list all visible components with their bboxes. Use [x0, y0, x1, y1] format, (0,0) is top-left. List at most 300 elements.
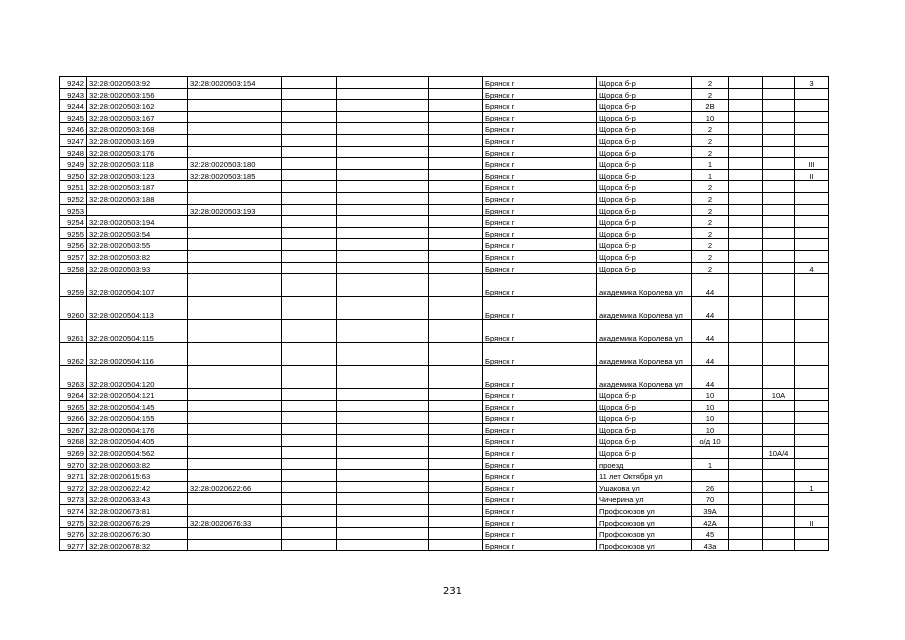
house-number-cell: 70	[692, 493, 729, 505]
empty-cell	[429, 435, 483, 447]
row-id-cell: 9269	[60, 447, 87, 459]
empty-cell	[282, 250, 337, 262]
empty-cell	[337, 470, 429, 482]
city-cell: Брянск г	[483, 458, 597, 470]
unit-number-cell	[795, 181, 829, 193]
linked-cadastral-number-cell	[188, 250, 282, 262]
cadastral-number-cell: 32:28:0020603:82	[87, 458, 188, 470]
empty-cell	[282, 470, 337, 482]
empty-cell	[337, 400, 429, 412]
empty-cell	[282, 481, 337, 493]
street-cell: Щорса б-р	[597, 447, 692, 459]
street-cell: Профсоюзов ул	[597, 539, 692, 551]
building-number-cell	[763, 458, 795, 470]
empty-cell	[729, 77, 763, 89]
unit-number-cell: II	[795, 169, 829, 181]
row-id-cell: 9264	[60, 389, 87, 401]
empty-cell	[429, 539, 483, 551]
building-number-cell	[763, 204, 795, 216]
cadastral-number-cell: 32:28:0020678:32	[87, 539, 188, 551]
empty-cell	[337, 100, 429, 112]
unit-number-cell	[795, 366, 829, 389]
empty-cell	[282, 181, 337, 193]
unit-number-cell	[795, 505, 829, 517]
city-cell: Брянск г	[483, 100, 597, 112]
cadastral-number-cell: 32:28:0020673:81	[87, 505, 188, 517]
table-row	[60, 192, 829, 204]
city-cell: Брянск г	[483, 297, 597, 320]
row-id-cell: 9277	[60, 539, 87, 551]
street-cell: Щорса б-р	[597, 100, 692, 112]
empty-cell	[429, 366, 483, 389]
table-row	[60, 343, 829, 366]
house-number-cell: 42А	[692, 516, 729, 528]
empty-cell	[282, 146, 337, 158]
linked-cadastral-number-cell	[188, 100, 282, 112]
cadastral-number-cell: 32:28:0020503:55	[87, 239, 188, 251]
linked-cadastral-number-cell	[188, 181, 282, 193]
table-row	[60, 458, 829, 470]
empty-cell	[282, 123, 337, 135]
building-number-cell	[763, 192, 795, 204]
empty-cell	[729, 400, 763, 412]
street-cell: Профсоюзов ул	[597, 528, 692, 540]
building-number-cell	[763, 227, 795, 239]
cadastral-number-cell: 32:28:0020676:29	[87, 516, 188, 528]
street-cell: Щорса б-р	[597, 262, 692, 274]
empty-cell	[282, 158, 337, 170]
empty-cell	[337, 250, 429, 262]
building-number-cell	[763, 320, 795, 343]
cadastral-number-cell: 32:28:0020503:93	[87, 262, 188, 274]
cadastral-number-cell: 32:28:0020504:113	[87, 297, 188, 320]
table-row	[60, 123, 829, 135]
row-id-cell: 9248	[60, 146, 87, 158]
street-cell: Ушакова ул	[597, 481, 692, 493]
cadastral-number-cell: 32:28:0020503:167	[87, 111, 188, 123]
empty-cell	[729, 169, 763, 181]
city-cell: Брянск г	[483, 181, 597, 193]
table-row	[60, 227, 829, 239]
unit-number-cell	[795, 274, 829, 297]
street-cell: 11 лет Октября ул	[597, 470, 692, 482]
table-row	[60, 423, 829, 435]
unit-number-cell	[795, 435, 829, 447]
city-cell: Брянск г	[483, 389, 597, 401]
empty-cell	[429, 250, 483, 262]
unit-number-cell	[795, 400, 829, 412]
empty-cell	[429, 516, 483, 528]
empty-cell	[337, 146, 429, 158]
empty-cell	[282, 169, 337, 181]
empty-cell	[429, 389, 483, 401]
empty-cell	[282, 400, 337, 412]
city-cell: Брянск г	[483, 470, 597, 482]
empty-cell	[729, 250, 763, 262]
cadastral-number-cell: 32:28:0020503:54	[87, 227, 188, 239]
linked-cadastral-number-cell	[188, 447, 282, 459]
empty-cell	[429, 192, 483, 204]
city-cell: Брянск г	[483, 435, 597, 447]
row-id-cell: 9253	[60, 204, 87, 216]
empty-cell	[429, 100, 483, 112]
table-row	[60, 505, 829, 517]
building-number-cell	[763, 181, 795, 193]
building-number-cell	[763, 505, 795, 517]
house-number-cell: 2	[692, 88, 729, 100]
empty-cell	[337, 505, 429, 517]
street-cell: академика Королева ул	[597, 320, 692, 343]
building-number-cell	[763, 423, 795, 435]
empty-cell	[337, 343, 429, 366]
cadastral-number-cell: 32:28:0020615:63	[87, 470, 188, 482]
unit-number-cell	[795, 389, 829, 401]
unit-number-cell	[795, 412, 829, 424]
empty-cell	[337, 389, 429, 401]
street-cell: Щорса б-р	[597, 389, 692, 401]
house-number-cell: 44	[692, 274, 729, 297]
street-cell: Щорса б-р	[597, 146, 692, 158]
building-number-cell	[763, 400, 795, 412]
unit-number-cell	[795, 239, 829, 251]
empty-cell	[337, 320, 429, 343]
empty-cell	[729, 111, 763, 123]
unit-number-cell: 4	[795, 262, 829, 274]
street-cell: академика Королева ул	[597, 366, 692, 389]
linked-cadastral-number-cell	[188, 389, 282, 401]
empty-cell	[337, 481, 429, 493]
cadastral-number-cell: 32:28:0020503:156	[87, 88, 188, 100]
empty-cell	[729, 158, 763, 170]
empty-cell	[429, 528, 483, 540]
row-id-cell: 9266	[60, 412, 87, 424]
unit-number-cell	[795, 216, 829, 228]
street-cell: Профсоюзов ул	[597, 516, 692, 528]
empty-cell	[429, 470, 483, 482]
unit-number-cell	[795, 343, 829, 366]
empty-cell	[282, 539, 337, 551]
empty-cell	[282, 227, 337, 239]
cadastral-number-cell: 32:28:0020504:120	[87, 366, 188, 389]
empty-cell	[337, 88, 429, 100]
table-row	[60, 539, 829, 551]
empty-cell	[429, 216, 483, 228]
street-cell: Щорса б-р	[597, 216, 692, 228]
empty-cell	[282, 262, 337, 274]
linked-cadastral-number-cell	[188, 423, 282, 435]
row-id-cell: 9261	[60, 320, 87, 343]
table-row	[60, 250, 829, 262]
city-cell: Брянск г	[483, 123, 597, 135]
table-row	[60, 216, 829, 228]
empty-cell	[282, 204, 337, 216]
empty-cell	[282, 366, 337, 389]
table-row	[60, 274, 829, 297]
building-number-cell	[763, 100, 795, 112]
cadastral-number-cell: 32:28:0020504:155	[87, 412, 188, 424]
empty-cell	[429, 481, 483, 493]
row-id-cell: 9251	[60, 181, 87, 193]
cadastral-number-cell: 32:28:0020503:123	[87, 169, 188, 181]
empty-cell	[729, 516, 763, 528]
unit-number-cell: 3	[795, 77, 829, 89]
city-cell: Брянск г	[483, 158, 597, 170]
table-row	[60, 470, 829, 482]
unit-number-cell	[795, 539, 829, 551]
street-cell: Щорса б-р	[597, 204, 692, 216]
empty-cell	[337, 528, 429, 540]
building-number-cell	[763, 297, 795, 320]
building-number-cell	[763, 366, 795, 389]
empty-cell	[337, 447, 429, 459]
empty-cell	[282, 111, 337, 123]
building-number-cell	[763, 158, 795, 170]
unit-number-cell: III	[795, 158, 829, 170]
empty-cell	[429, 505, 483, 517]
linked-cadastral-number-cell	[188, 134, 282, 146]
empty-cell	[729, 100, 763, 112]
empty-cell	[282, 458, 337, 470]
row-id-cell: 9244	[60, 100, 87, 112]
city-cell: Брянск г	[483, 320, 597, 343]
building-number-cell	[763, 250, 795, 262]
unit-number-cell	[795, 447, 829, 459]
row-id-cell: 9263	[60, 366, 87, 389]
empty-cell	[729, 447, 763, 459]
city-cell: Брянск г	[483, 216, 597, 228]
unit-number-cell	[795, 320, 829, 343]
empty-cell	[729, 204, 763, 216]
empty-cell	[337, 192, 429, 204]
linked-cadastral-number-cell	[188, 458, 282, 470]
city-cell: Брянск г	[483, 412, 597, 424]
empty-cell	[429, 297, 483, 320]
empty-cell	[729, 343, 763, 366]
empty-cell	[729, 262, 763, 274]
empty-cell	[282, 274, 337, 297]
house-number-cell: 43а	[692, 539, 729, 551]
cadastral-number-cell: 32:28:0020503:82	[87, 250, 188, 262]
linked-cadastral-number-cell: 32:28:0020503:193	[188, 204, 282, 216]
row-id-cell: 9275	[60, 516, 87, 528]
cadastral-number-cell: 32:28:0020504:115	[87, 320, 188, 343]
house-number-cell: 44	[692, 366, 729, 389]
table-row	[60, 111, 829, 123]
building-number-cell: 10А/4	[763, 447, 795, 459]
empty-cell	[729, 366, 763, 389]
empty-cell	[337, 435, 429, 447]
table-row	[60, 169, 829, 181]
empty-cell	[337, 169, 429, 181]
empty-cell	[729, 88, 763, 100]
unit-number-cell	[795, 423, 829, 435]
table-row	[60, 481, 829, 493]
house-number-cell: 1	[692, 158, 729, 170]
empty-cell	[337, 134, 429, 146]
linked-cadastral-number-cell	[188, 470, 282, 482]
row-id-cell: 9256	[60, 239, 87, 251]
linked-cadastral-number-cell	[188, 239, 282, 251]
unit-number-cell	[795, 192, 829, 204]
building-number-cell	[763, 493, 795, 505]
empty-cell	[729, 181, 763, 193]
building-number-cell	[763, 216, 795, 228]
street-cell: Щорса б-р	[597, 239, 692, 251]
row-id-cell: 9252	[60, 192, 87, 204]
row-id-cell: 9247	[60, 134, 87, 146]
cadastral-number-cell	[87, 204, 188, 216]
table-row	[60, 181, 829, 193]
empty-cell	[337, 493, 429, 505]
empty-cell	[282, 493, 337, 505]
house-number-cell: 2	[692, 239, 729, 251]
house-number-cell: 2	[692, 134, 729, 146]
house-number-cell: 2	[692, 216, 729, 228]
row-id-cell: 9242	[60, 77, 87, 89]
city-cell: Брянск г	[483, 88, 597, 100]
street-cell: Щорса б-р	[597, 88, 692, 100]
empty-cell	[337, 239, 429, 251]
house-number-cell	[692, 470, 729, 482]
empty-cell	[282, 516, 337, 528]
row-id-cell: 9267	[60, 423, 87, 435]
building-number-cell	[763, 470, 795, 482]
empty-cell	[282, 239, 337, 251]
street-cell: Щорса б-р	[597, 158, 692, 170]
cadastral-number-cell: 32:28:0020503:162	[87, 100, 188, 112]
empty-cell	[282, 88, 337, 100]
building-number-cell	[763, 134, 795, 146]
table-row	[60, 412, 829, 424]
empty-cell	[729, 192, 763, 204]
empty-cell	[282, 192, 337, 204]
street-cell: Щорса б-р	[597, 412, 692, 424]
table-row	[60, 262, 829, 274]
city-cell: Брянск г	[483, 192, 597, 204]
linked-cadastral-number-cell	[188, 274, 282, 297]
empty-cell	[429, 343, 483, 366]
row-id-cell: 9273	[60, 493, 87, 505]
building-number-cell	[763, 169, 795, 181]
linked-cadastral-number-cell	[188, 192, 282, 204]
unit-number-cell	[795, 111, 829, 123]
linked-cadastral-number-cell	[188, 123, 282, 135]
linked-cadastral-number-cell	[188, 343, 282, 366]
page-number: 231	[442, 586, 463, 597]
city-cell: Брянск г	[483, 146, 597, 158]
unit-number-cell	[795, 458, 829, 470]
registry-table	[59, 76, 829, 551]
empty-cell	[282, 528, 337, 540]
house-number-cell: 10	[692, 389, 729, 401]
house-number-cell: 10	[692, 400, 729, 412]
empty-cell	[729, 123, 763, 135]
table-row	[60, 77, 829, 89]
registry-table-body	[60, 77, 829, 551]
row-id-cell: 9259	[60, 274, 87, 297]
building-number-cell	[763, 77, 795, 89]
street-cell: Щорса б-р	[597, 400, 692, 412]
empty-cell	[282, 134, 337, 146]
row-id-cell: 9276	[60, 528, 87, 540]
table-row	[60, 516, 829, 528]
table-row	[60, 493, 829, 505]
table-row	[60, 239, 829, 251]
house-number-cell: 2	[692, 181, 729, 193]
empty-cell	[429, 123, 483, 135]
house-number-cell: 45	[692, 528, 729, 540]
empty-cell	[282, 77, 337, 89]
row-id-cell: 9246	[60, 123, 87, 135]
empty-cell	[429, 227, 483, 239]
empty-cell	[729, 274, 763, 297]
cadastral-number-cell: 32:28:0020504:107	[87, 274, 188, 297]
house-number-cell: 2В	[692, 100, 729, 112]
unit-number-cell	[795, 493, 829, 505]
cadastral-number-cell: 32:28:0020503:176	[87, 146, 188, 158]
unit-number-cell	[795, 88, 829, 100]
empty-cell	[337, 423, 429, 435]
empty-cell	[282, 100, 337, 112]
house-number-cell: 2	[692, 146, 729, 158]
city-cell: Брянск г	[483, 366, 597, 389]
empty-cell	[429, 169, 483, 181]
building-number-cell	[763, 274, 795, 297]
unit-number-cell	[795, 470, 829, 482]
linked-cadastral-number-cell	[188, 216, 282, 228]
table-row	[60, 400, 829, 412]
row-id-cell: 9243	[60, 88, 87, 100]
empty-cell	[729, 389, 763, 401]
cadastral-number-cell: 32:28:0020503:187	[87, 181, 188, 193]
empty-cell	[282, 320, 337, 343]
empty-cell	[429, 239, 483, 251]
unit-number-cell	[795, 528, 829, 540]
cadastral-number-cell: 32:28:0020622:42	[87, 481, 188, 493]
house-number-cell: 26	[692, 481, 729, 493]
building-number-cell	[763, 146, 795, 158]
building-number-cell	[763, 262, 795, 274]
empty-cell	[729, 239, 763, 251]
linked-cadastral-number-cell	[188, 111, 282, 123]
empty-cell	[729, 435, 763, 447]
row-id-cell: 9265	[60, 400, 87, 412]
street-cell: Щорса б-р	[597, 423, 692, 435]
empty-cell	[337, 123, 429, 135]
empty-cell	[337, 539, 429, 551]
empty-cell	[429, 146, 483, 158]
row-id-cell: 9249	[60, 158, 87, 170]
empty-cell	[729, 216, 763, 228]
building-number-cell	[763, 123, 795, 135]
empty-cell	[729, 134, 763, 146]
city-cell: Брянск г	[483, 239, 597, 251]
house-number-cell: 10	[692, 412, 729, 424]
street-cell: академика Королева ул	[597, 343, 692, 366]
linked-cadastral-number-cell: 32:28:0020676:33	[188, 516, 282, 528]
empty-cell	[337, 274, 429, 297]
house-number-cell: 44	[692, 320, 729, 343]
house-number-cell: 39А	[692, 505, 729, 517]
building-number-cell	[763, 343, 795, 366]
empty-cell	[429, 412, 483, 424]
row-id-cell: 9272	[60, 481, 87, 493]
house-number-cell: 2	[692, 123, 729, 135]
linked-cadastral-number-cell: 32:28:0020503:185	[188, 169, 282, 181]
empty-cell	[429, 158, 483, 170]
linked-cadastral-number-cell: 32:28:0020622:66	[188, 481, 282, 493]
empty-cell	[729, 412, 763, 424]
